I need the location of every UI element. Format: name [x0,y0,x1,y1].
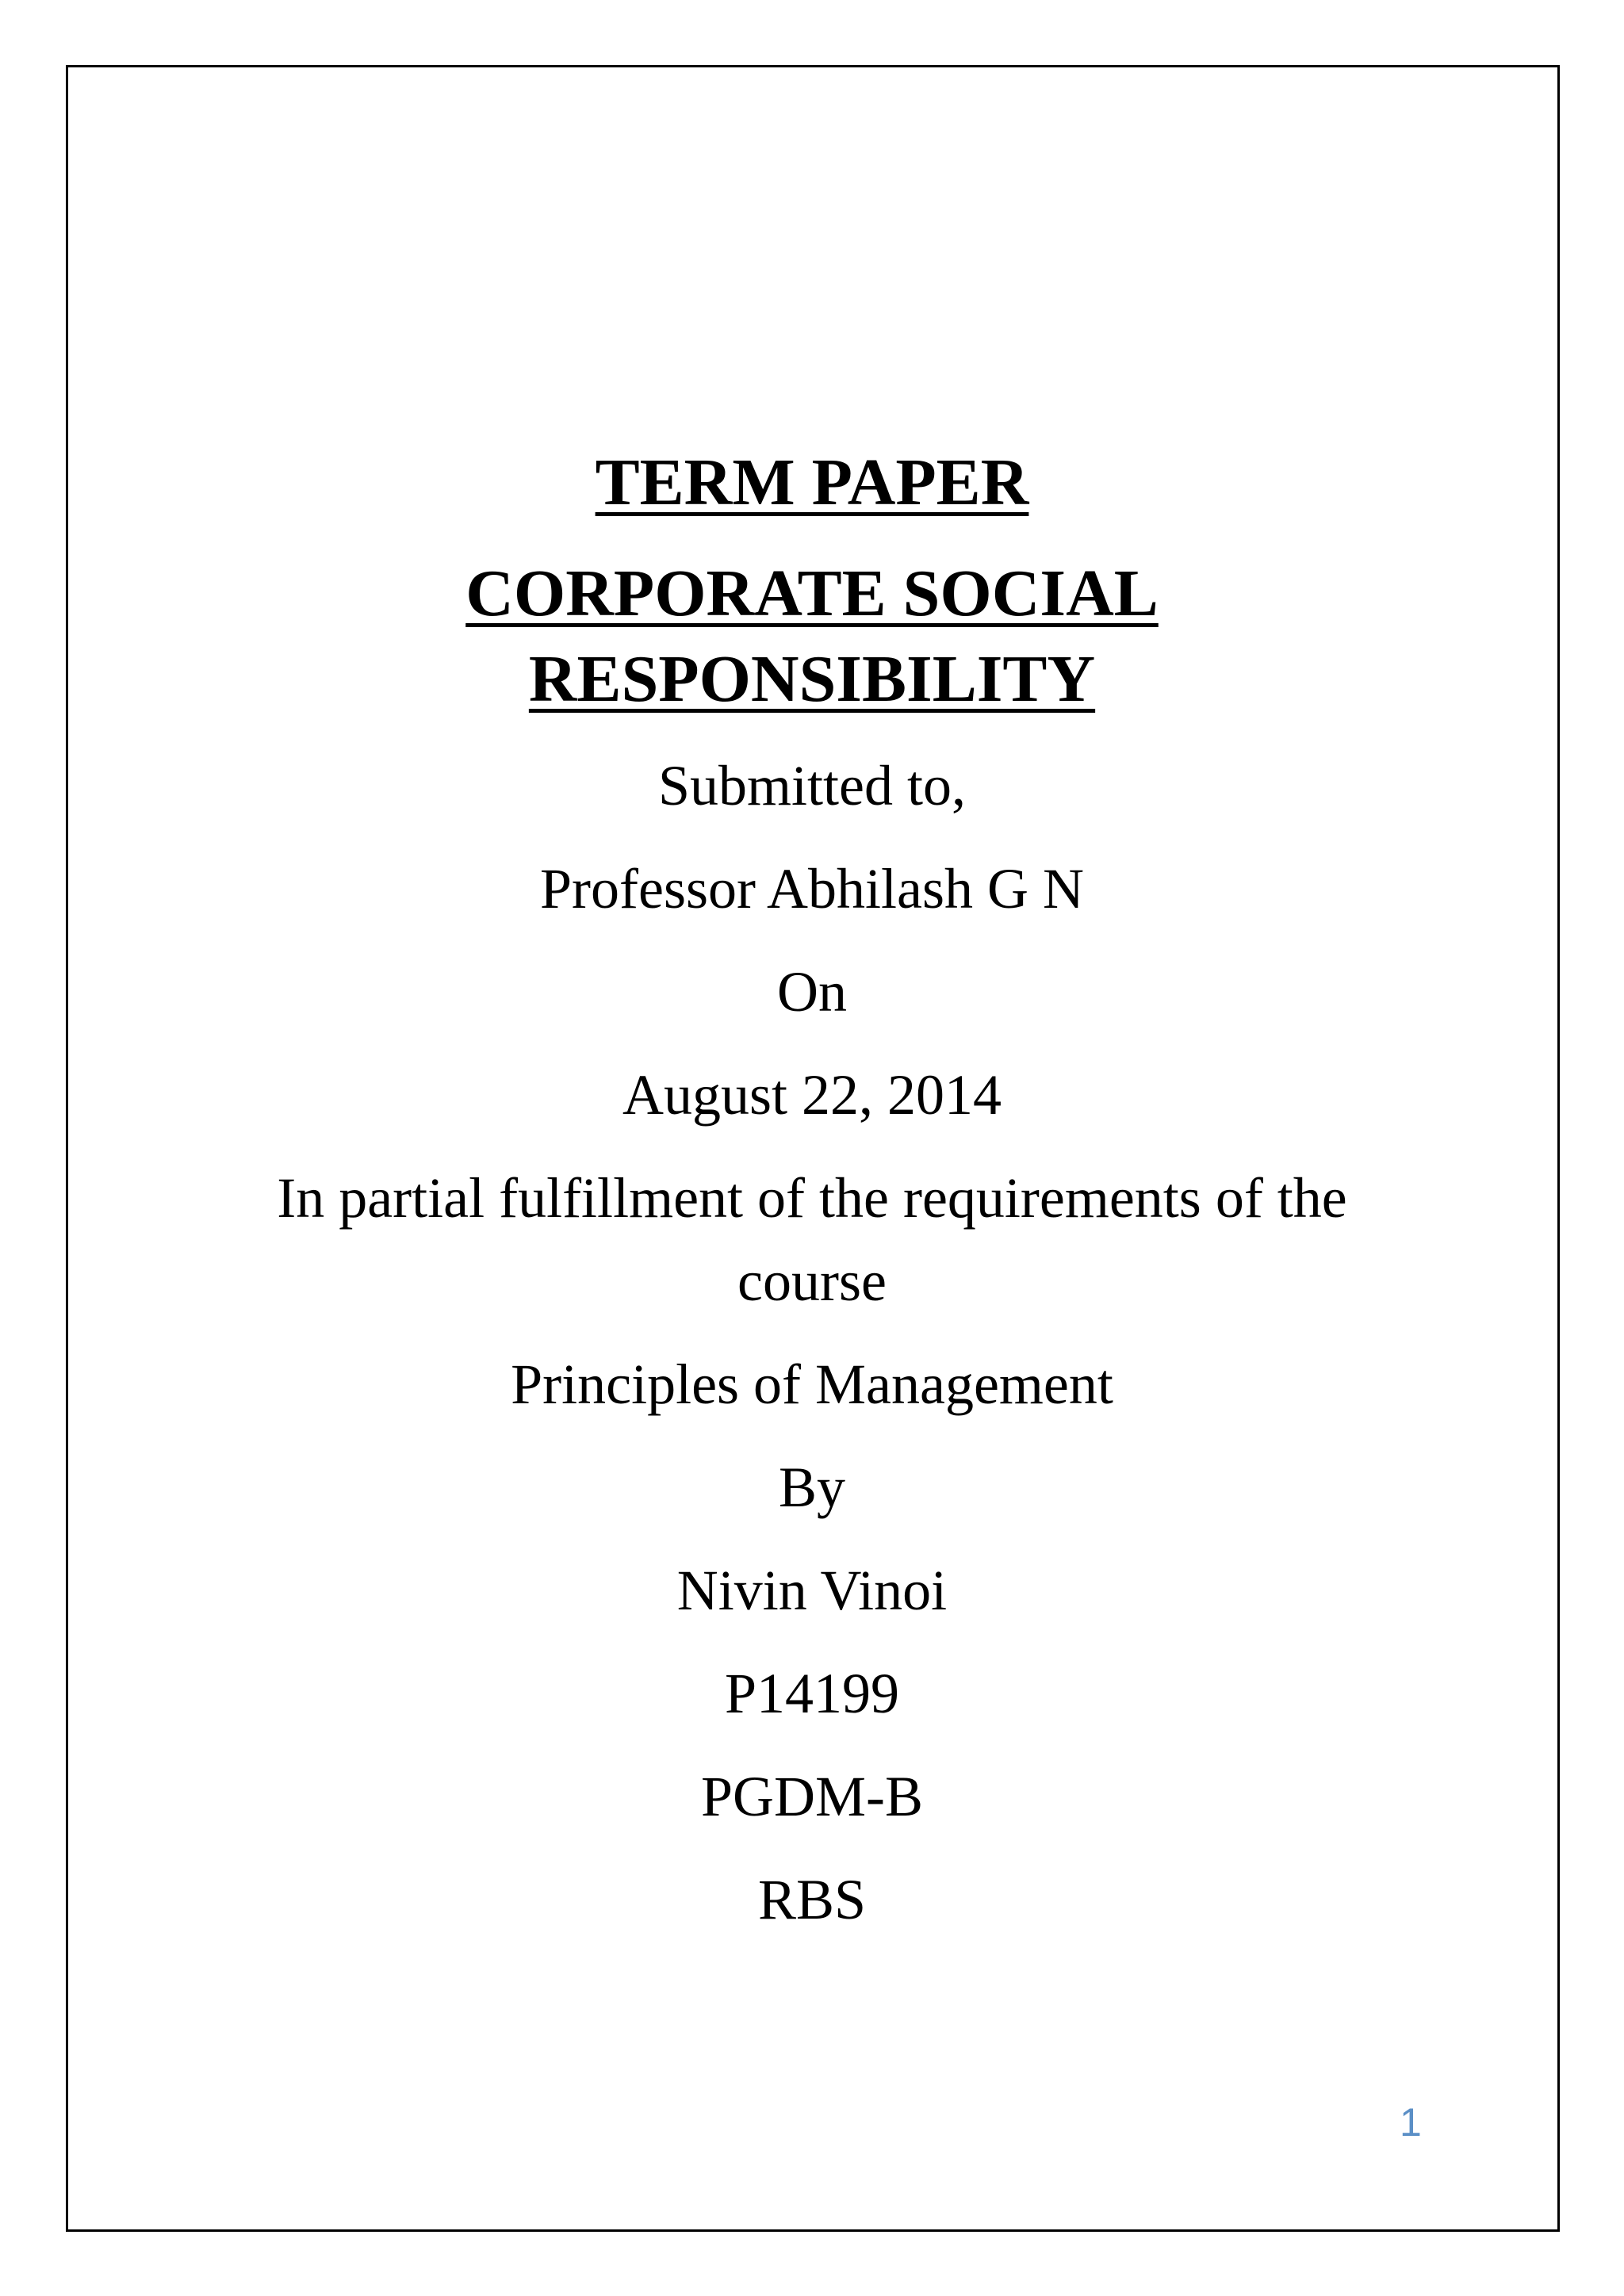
roll-number: P14199 [724,1662,900,1725]
submitted-to-label: Submitted to, [657,754,967,817]
title-topic-line-2: RESPONSIBILITY [528,642,1096,716]
title-term-paper: TERM PAPER [595,446,1029,519]
professor-name: Professor Abhilash G N [540,857,1084,920]
fulfillment-text-line-2: course [737,1249,887,1313]
page-number: 1 [1400,2100,1422,2145]
author-name: Nivin Vinoi [676,1559,948,1622]
submission-date: August 22, 2014 [622,1063,1002,1127]
title-topic-line-1: CORPORATE SOCIAL [465,557,1159,630]
fulfillment-text-line-1: In partial fulfillment of the requirements of the [277,1166,1347,1230]
by-label: By [778,1456,846,1519]
course-name: Principles of Management [511,1353,1113,1416]
section: PGDM-B [700,1765,924,1828]
on-label: On [777,960,847,1024]
institution: RBS [757,1868,867,1931]
